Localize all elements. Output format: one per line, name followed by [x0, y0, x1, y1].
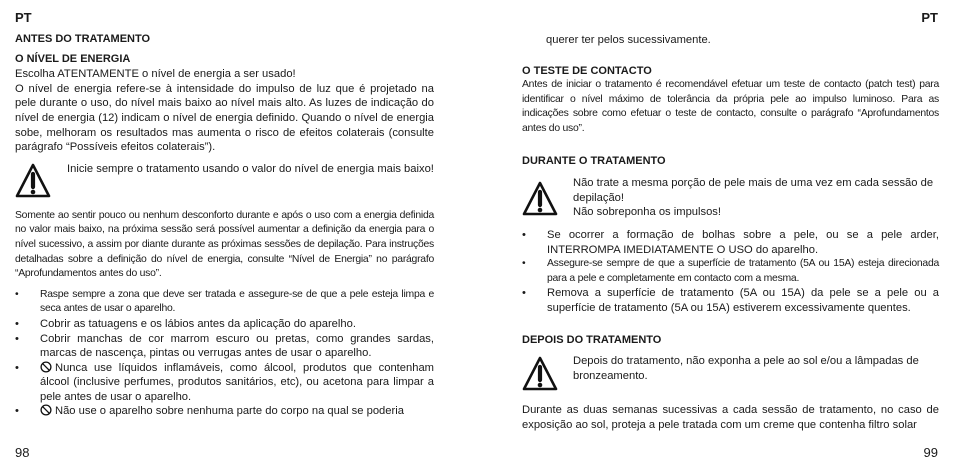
- subsection-title: O NÍVEL DE ENERGIA: [15, 52, 131, 65]
- continuation-text: querer ter pelos sucessivamente.: [546, 34, 711, 46]
- language-label: PT: [15, 10, 32, 25]
- prohibited-icon: [40, 404, 52, 416]
- warning-text: Não trate a mesma porção de pele mais de uma vez em cada sessão de depilação!: [573, 177, 934, 204]
- precautions-list: [15, 288, 434, 419]
- list-item: [15, 361, 434, 405]
- paragraph: Escolha ATENTAMENTE o nível de energia a ser usado!: [15, 68, 296, 81]
- paragraph: Antes de iniciar o tratamento é recomendável efetuar um teste de contacto (patch test) para identificar o nível máximo de tolerância da própria pele ao impulso luminoso. Para as indicações sobre como efetuar o teste de contacto, consulte o parágrafo “Aprofundamentos antes do uso”.: [522, 79, 939, 134]
- paragraph: O nível de energia refere-se à intensidade do impulso de luz que é projetado na pele durante o uso, do nível mais baixo ao nível mais alto. As luzes de indicação do nível de energia (12) indicam o nível de energia definido. Quando o nível de energia sobe, melhoram os resultados mas aumenta o risco de efeitos colaterais (consulte parágrafo “Possíveis efeitos colaterais”).: [15, 82, 434, 154]
- warning-triangle-icon: [15, 163, 51, 199]
- list-item: [15, 404, 434, 419]
- warning-text-group: [573, 176, 939, 220]
- warning-block: [15, 162, 434, 199]
- page-number: 98: [15, 445, 30, 460]
- list-item: • Se ocorrer a formação de bolhas sobre a pele, ou se a pele arder, INTERROMPA IMEDIATAMENTE O USO do aparelho.: [522, 228, 939, 257]
- paragraph: Durante as duas semanas sucessivas a cada sessão de tratamento, no caso de exposição ao sol, proteja a pele tratada com um creme que contenha filtro solar: [522, 404, 939, 431]
- right-column: [522, 31, 939, 432]
- section-title: DEPOIS DO TRATAMENTO: [522, 333, 662, 346]
- warning-text: Não sobreponha os impulsos!: [573, 206, 722, 219]
- list-item-text: Não use o aparelho sobre nenhuma parte do corpo na qual se poderia: [55, 405, 404, 418]
- page-number: 99: [923, 445, 938, 460]
- list-item: • Raspe sempre a zona que deve ser tratada e assegure-se de que a pele esteja limpa e seca antes de usar o aparelho.: [15, 288, 434, 317]
- paragraph: Somente ao sentir pouco ou nenhum desconforto durante e após o uso com a energia definida no valor mais baixo, na próxima sessão será possível aumentar a definição da energia para o nível sucessivo, a assim por diante durante as próximas sessões de depilação. Para instruções detalhadas sobre a definição do nível de energia, consulte “Nível de Energia” no parágrafo “Aprofundamentos antes do uso”.: [15, 209, 434, 280]
- warning-text: Depois do tratamento, não exponha a pele ao sol e/ou a lâmpadas de bronzeamento.: [573, 355, 919, 382]
- warning-block: [522, 176, 939, 220]
- warning-triangle-icon: [522, 356, 558, 392]
- list-item: • Cobrir manchas de cor marrom escuro ou pretas, como grandes sardas, marcas de nascença, pintas ou verrugas antes de usar o aparelho.: [15, 332, 434, 361]
- warning-triangle-icon: [522, 181, 558, 217]
- section-title: DURANTE O TRATAMENTO: [522, 154, 666, 167]
- language-label: PT: [921, 10, 938, 25]
- right-page: [477, 0, 954, 470]
- list-item: • Cobrir as tatuagens e os lábios antes da aplicação do aparelho.: [15, 317, 434, 332]
- warning-text: Inicie sempre o tratamento usando o valor do nível de energia mais baixo!: [67, 162, 434, 175]
- left-column: [15, 31, 434, 419]
- list-item-text: Nunca use líquidos inflamáveis, como álcool, produtos que contenham álcool (inclusive perfumes, produtos sanitários, etc), ou acetona para limpar a pele antes de usar o aparelho.: [40, 361, 434, 403]
- section-title: ANTES DO TRATAMENTO: [15, 33, 151, 45]
- section-title: O TESTE DE CONTACTO: [522, 64, 652, 77]
- warning-block: [522, 354, 939, 392]
- during-list: [522, 228, 939, 316]
- list-item: • Remova a superfície de tratamento (5A ou 15A) da pele se a pele ou a superfície de tratamento (5A ou 15A) estiverem excessivamente quentes.: [522, 286, 939, 315]
- prohibited-icon: [40, 361, 52, 373]
- list-item: • Assegure-se sempre de que a superfície de tratamento (5A ou 15A) esteja direcionada para a pele e completamente em contacto com a mesma.: [522, 257, 939, 286]
